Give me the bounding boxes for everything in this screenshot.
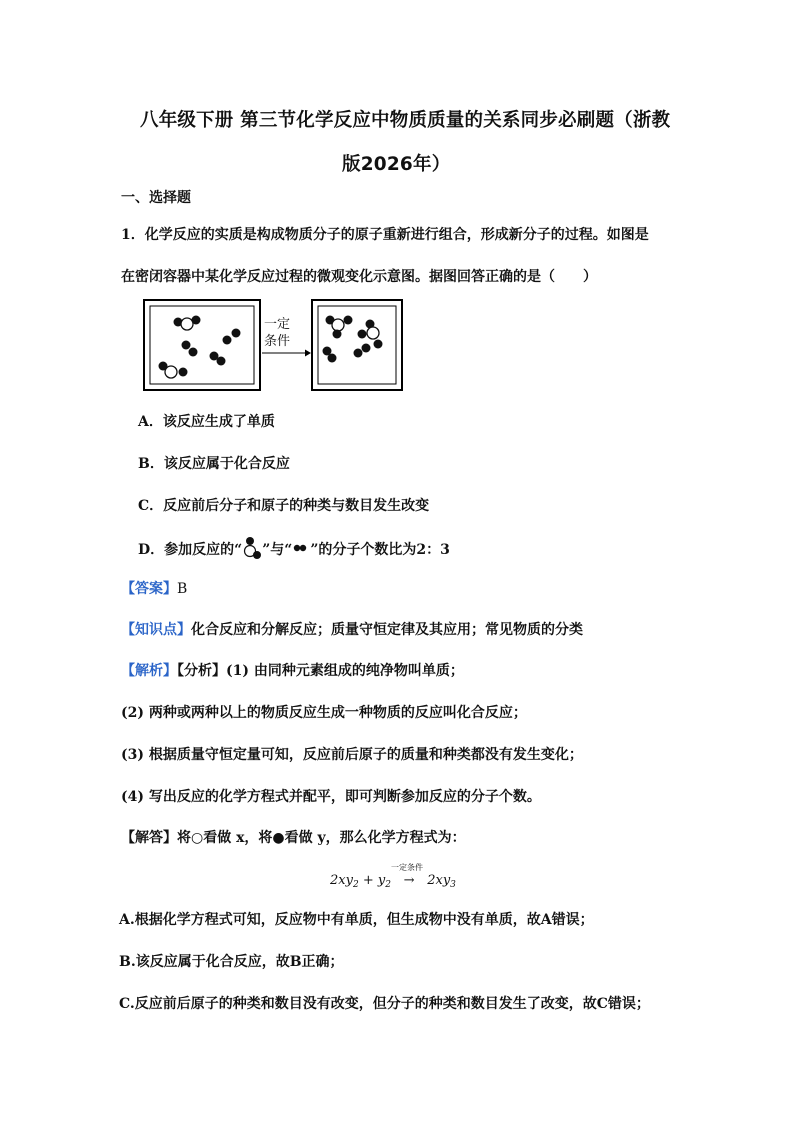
option-b: B．该反应属于化合反应 [138, 456, 290, 472]
eq-rhs-sub: 3 [450, 880, 456, 890]
after-molecules [323, 316, 383, 363]
option-d-prefix: D．参加反应的“ [138, 542, 243, 558]
solution-line-a: A.根据化学方程式可知，反应物中有单质，但生成物中没有单质，故A错误； [119, 912, 594, 928]
arrow-label-bottom: 条件 [264, 334, 291, 349]
analysis-line1 [121, 660, 464, 680]
before-molecules [159, 316, 241, 379]
eq-arrow: → [403, 873, 415, 888]
doc-title-line1: 八年级下册 第三节化学反应中物质质量的关系同步必刷题（浙教 [140, 110, 671, 131]
analysis-text-1: 【分析】(1) 由同种元素组成的纯净物叫单质； [177, 663, 464, 679]
eq-lhs1-sub: 2 [352, 880, 359, 890]
equation-condition: 一定条件 [391, 863, 423, 872]
analysis-line2: (2) 两种或两种以上的物质反应生成一种物质的反应叫化合反应； [121, 705, 527, 721]
eq-lhs1: 2xy [330, 873, 353, 888]
arrow-label-top: 一定 [264, 317, 291, 332]
answer-line [121, 578, 187, 598]
option-d-suffix: ”的分子个数比为2：3 [310, 542, 450, 558]
xy2-molecule-icon [242, 536, 262, 560]
option-c: C．反应前后分子和原子的种类与数目发生改变 [138, 498, 430, 514]
eq-rhs: 2xy [427, 873, 451, 888]
eq-plus: + y [358, 873, 386, 888]
before-container [144, 300, 260, 390]
solution-line-b: B.该反应属于化合反应，故B正确； [119, 954, 344, 970]
after-container [312, 300, 402, 390]
eq-lhs2-sub: 2 [385, 880, 391, 890]
reaction-arrow [262, 350, 311, 357]
option-a: A．该反应生成了单质 [138, 414, 275, 430]
option-d [138, 536, 450, 560]
analysis-line4: (4) 写出反应的化学方程式并配平，即可判断参加反应的分子个数。 [121, 789, 541, 805]
question-text-line2: 在密闭容器中某化学反应过程的微观变化示意图。据图回答正确的是（ ） [121, 269, 597, 285]
analysis-line3: (3) 根据质量守恒定量可知，反应前后原子的质量和种类都没有发生变化； [121, 747, 583, 763]
y2-molecule-icon [292, 543, 310, 553]
knowledge-text: 化合反应和分解反应；质量守恒定律及其应用；常见物质的分类 [191, 622, 583, 638]
section-heading: 一、选择题 [121, 190, 191, 206]
chemical-equation [330, 873, 456, 890]
answer-tag: 【答案】 [121, 581, 177, 597]
solution-intro: 【解答】将○看做 x，将●看做 y，那么化学方程式为： [121, 830, 466, 846]
knowledge-line [121, 619, 583, 639]
analysis-tag: 【解析】 [121, 663, 177, 679]
doc-title-line2: 版2026年） [342, 154, 451, 175]
question-text-line1: 1．化学反应的实质是构成物质分子的原子重新进行组合，形成新分子的过程。如图是 [121, 227, 649, 243]
answer-value: B [177, 581, 188, 597]
solution-line-c: C.反应前后原子的种类和数目没有改变，但分子的种类和数目发生了改变，故C错误； [119, 996, 650, 1012]
option-d-mid: ”与“ [262, 542, 293, 558]
knowledge-tag: 【知识点】 [121, 622, 191, 638]
